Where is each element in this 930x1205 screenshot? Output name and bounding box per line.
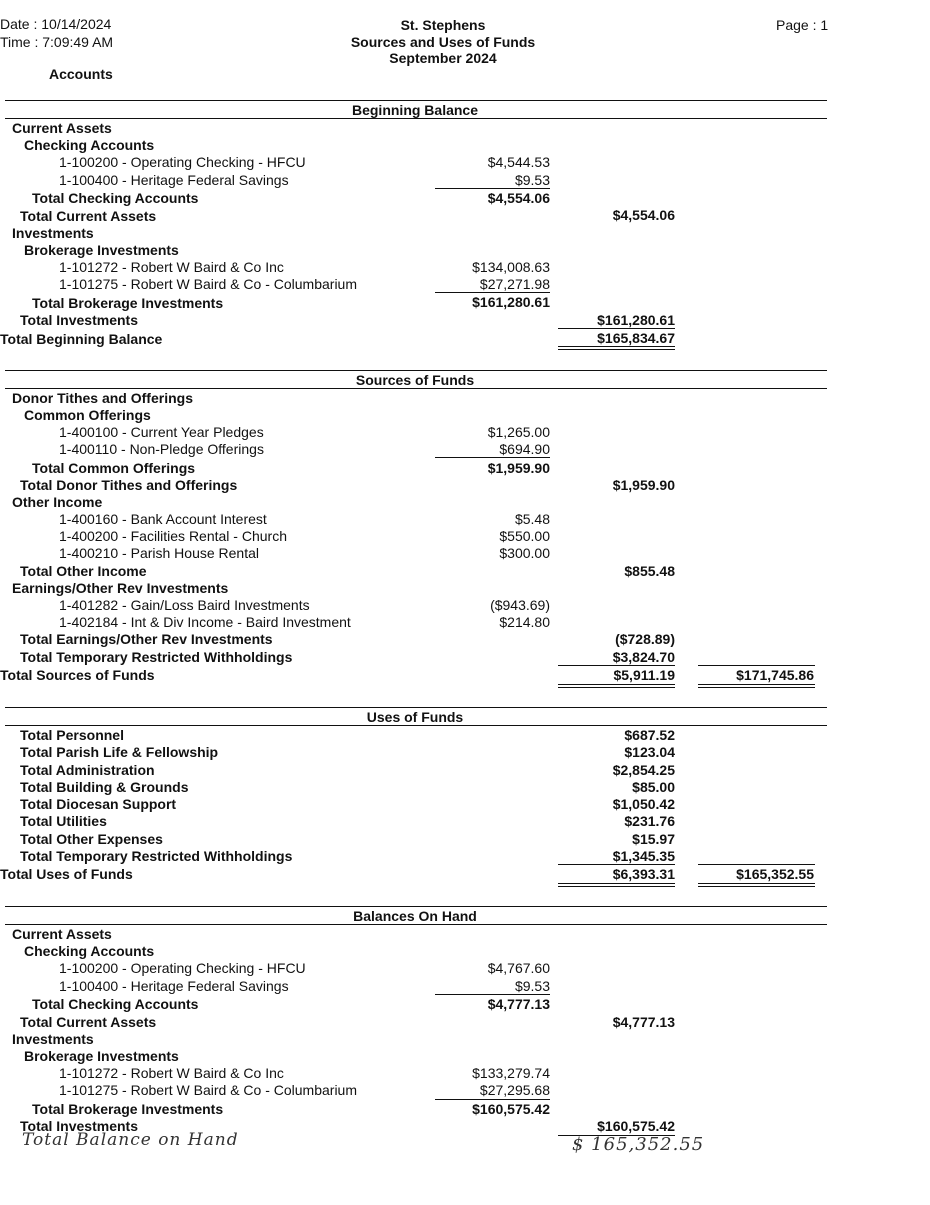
section-rule-bottom: [5, 725, 827, 726]
total-amount: $1,345.35: [612, 848, 675, 864]
subtotal-rule: [435, 994, 550, 995]
group-donor-tithes: Donor Tithes and Offerings: [12, 390, 193, 406]
double-rule: [558, 346, 675, 350]
total-rule: [558, 328, 675, 329]
report-time: Time : 7:09:49 AM: [0, 34, 114, 50]
account-amount: $550.00: [499, 528, 550, 544]
account-line: 1-402184 - Int & Div Income - Baird Investment: [59, 614, 351, 630]
group-common-offerings: Common Offerings: [24, 407, 151, 423]
cumulative-total-amount: $171,745.86: [736, 667, 814, 683]
total-label: Total Building & Grounds: [20, 779, 189, 795]
group-current-assets: Current Assets: [12, 926, 112, 942]
section-rule-bottom: [5, 388, 827, 389]
account-amount: $27,295.68: [479, 1082, 550, 1098]
section-title-beginning: Beginning Balance: [351, 102, 479, 118]
page-number: Page : 1: [776, 17, 829, 33]
total-label: Total Administration: [20, 762, 155, 778]
group-checking-accounts: Checking Accounts: [24, 943, 155, 959]
section-rule-top: [5, 906, 827, 907]
total-amount: $123.04: [624, 744, 675, 760]
subtotal-amount: $4,777.13: [487, 996, 550, 1012]
subtotal-rule: [435, 188, 550, 189]
account-amount: $214.80: [499, 614, 550, 630]
total-rule: [558, 864, 675, 865]
accounts-column-label: Accounts: [49, 66, 113, 82]
subtotal-rule: [435, 292, 550, 293]
total-amount: $160,575.42: [597, 1118, 675, 1134]
account-line: 1-400160 - Bank Account Interest: [59, 511, 267, 527]
account-amount: $9.53: [514, 978, 550, 994]
cumulative-total-amount: $165,352.55: [736, 866, 814, 882]
group-other-income: Other Income: [12, 494, 103, 510]
grand-total-label: Total Uses of Funds: [0, 866, 133, 882]
total-label: Total Other Expenses: [20, 831, 163, 847]
account-line: 1-101275 - Robert W Baird & Co - Columbarium: [59, 1082, 358, 1098]
double-rule: [558, 883, 675, 887]
total-rule: [558, 665, 675, 666]
total-label: Total Diocesan Support: [20, 796, 177, 812]
total-label: Total Current Assets: [20, 1014, 157, 1030]
subtotal-label: Total Common Offerings: [32, 460, 196, 476]
subtotal-label: Total Checking Accounts: [32, 190, 199, 206]
account-amount: $300.00: [499, 545, 550, 561]
account-amount: $694.90: [499, 441, 550, 457]
grand-total-amount: $6,393.31: [612, 866, 675, 882]
account-line: 1-400100 - Current Year Pledges: [59, 424, 264, 440]
total-label: Total Investments: [20, 1118, 138, 1134]
section-rule-bottom: [5, 118, 827, 119]
account-line: 1-100400 - Heritage Federal Savings: [59, 172, 289, 188]
section-rule-top: [5, 370, 827, 371]
organization-name: St. Stephens: [400, 17, 486, 33]
subtotal-label: Total Checking Accounts: [32, 996, 199, 1012]
total-label: Total Temporary Restricted Withholdings: [20, 848, 293, 864]
account-amount: $134,008.63: [472, 259, 550, 275]
subtotal-rule: [435, 1099, 550, 1100]
total-label: Total Donor Tithes and Offerings: [20, 477, 238, 493]
group-current-assets: Current Assets: [12, 120, 112, 136]
section-title-uses: Uses of Funds: [366, 709, 464, 725]
section-rule-bottom: [5, 924, 827, 925]
total-amount: $1,050.42: [612, 796, 675, 812]
subtotal-amount: $1,959.90: [487, 460, 550, 476]
section-title-sources: Sources of Funds: [355, 372, 475, 388]
subtotal-amount: $160,575.42: [472, 1101, 550, 1117]
account-line: 1-101272 - Robert W Baird & Co Inc: [59, 259, 284, 275]
total-label: Total Current Assets: [20, 208, 157, 224]
account-amount: $4,544.53: [487, 154, 550, 170]
account-line: 1-400210 - Parish House Rental: [59, 545, 260, 561]
total-amount: $161,280.61: [597, 312, 675, 328]
grand-total-label: Total Beginning Balance: [0, 331, 163, 347]
group-investments: Investments: [12, 225, 94, 241]
grand-total-label: Total Sources of Funds: [0, 667, 155, 683]
subtotal-label: Total Brokerage Investments: [32, 1101, 224, 1117]
account-line: 1-100200 - Operating Checking - HFCU: [59, 960, 306, 976]
report-title: Sources and Uses of Funds: [350, 34, 536, 50]
total-label: Total Earnings/Other Rev Investments: [20, 631, 273, 647]
account-amount: ($943.69): [490, 597, 550, 613]
total-amount: $687.52: [624, 727, 675, 743]
total-label: Total Other Income: [20, 563, 147, 579]
total-label: Total Personnel: [20, 727, 124, 743]
total-amount: $4,777.13: [612, 1014, 675, 1030]
account-amount: $5.48: [514, 511, 550, 527]
account-line: 1-400110 - Non-Pledge Offerings: [59, 441, 264, 457]
subtotal-rule: [435, 457, 550, 458]
account-line: 1-100400 - Heritage Federal Savings: [59, 978, 289, 994]
subtotal-label: Total Brokerage Investments: [32, 295, 224, 311]
account-amount: $27,271.98: [479, 276, 550, 292]
total-amount: $2,854.25: [612, 762, 675, 778]
account-line: 1-400200 - Facilities Rental - Church: [59, 528, 287, 544]
total-amount: $855.48: [624, 563, 675, 579]
double-rule: [558, 684, 675, 688]
section-title-onhand: Balances On Hand: [353, 908, 477, 924]
section-rule-top: [5, 707, 827, 708]
subtotal-amount: $4,554.06: [487, 190, 550, 206]
account-amount: $1,265.00: [487, 424, 550, 440]
double-rule: [698, 684, 815, 688]
handwritten-total-label: Total Balance on Hand: [22, 1130, 239, 1150]
total-label: Total Temporary Restricted Withholdings: [20, 649, 293, 665]
account-amount: $9.53: [514, 172, 550, 188]
total-label: Total Investments: [20, 312, 138, 328]
account-amount: $133,279.74: [472, 1065, 550, 1081]
total-amount: ($728.89): [615, 631, 675, 647]
total-label: Total Parish Life & Fellowship: [20, 744, 219, 760]
grand-total-amount: $5,911.19: [613, 667, 675, 683]
total-amount: $85.00: [632, 779, 675, 795]
group-investments: Investments: [12, 1031, 94, 1047]
total-amount: $231.76: [624, 813, 675, 829]
total-rule: [698, 665, 815, 666]
account-line: 1-101275 - Robert W Baird & Co - Columbarium: [59, 276, 358, 292]
total-amount: $15.97: [632, 831, 675, 847]
report-period: September 2024: [389, 50, 497, 66]
handwritten-total-value: $ 165,352.55: [572, 1134, 705, 1155]
double-rule: [698, 883, 815, 887]
account-line: 1-101272 - Robert W Baird & Co Inc: [59, 1065, 284, 1081]
subtotal-amount: $161,280.61: [472, 294, 550, 310]
group-brokerage: Brokerage Investments: [24, 242, 179, 258]
total-amount: $1,959.90: [612, 477, 675, 493]
report-date: Date : 10/14/2024: [0, 16, 112, 32]
total-rule: [698, 864, 815, 865]
total-amount: $3,824.70: [612, 649, 675, 665]
account-line: 1-100200 - Operating Checking - HFCU: [59, 154, 306, 170]
grand-total-amount: $165,834.67: [597, 330, 675, 346]
group-brokerage: Brokerage Investments: [24, 1048, 179, 1064]
account-line: 1-401282 - Gain/Loss Baird Investments: [59, 597, 310, 613]
total-amount: $4,554.06: [612, 207, 675, 223]
total-label: Total Utilities: [20, 813, 107, 829]
group-earnings: Earnings/Other Rev Investments: [12, 580, 229, 596]
group-checking-accounts: Checking Accounts: [24, 137, 155, 153]
account-amount: $4,767.60: [487, 960, 550, 976]
section-rule-top: [5, 100, 827, 101]
